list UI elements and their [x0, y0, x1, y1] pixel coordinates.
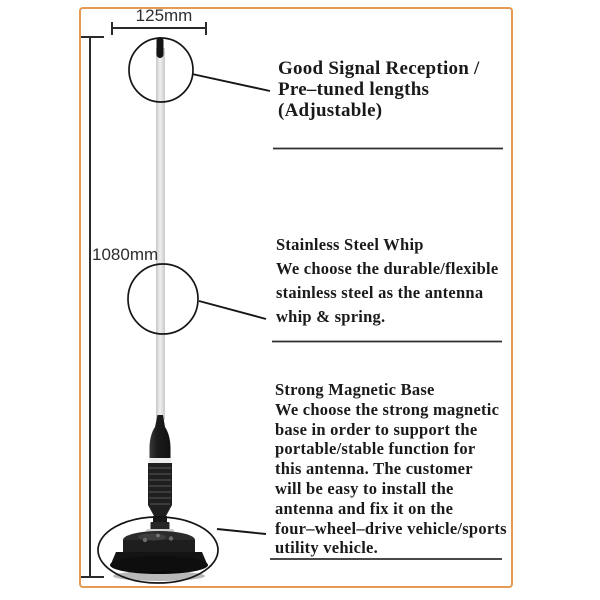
- annotation-line: will be easy to install the: [275, 478, 454, 498]
- annotation-line: base in order to support the: [275, 419, 478, 439]
- annotation-heading: Strong Magnetic Base: [275, 380, 435, 399]
- whip-callout-line: [199, 301, 266, 319]
- annotation-line: We choose the strong magnetic: [275, 399, 500, 419]
- base-shadow: [113, 571, 205, 581]
- annotation-line: Pre–tuned lengths: [278, 79, 430, 100]
- annotation-line: this antenna. The customer: [275, 459, 473, 479]
- annotation-magnetic-base: [275, 380, 507, 558]
- base-screw: [156, 534, 160, 538]
- coil-white-band: [149, 458, 171, 463]
- annotation-line: antenna and fix it on the: [275, 498, 454, 518]
- callouts: [98, 38, 270, 583]
- base-connector: [151, 522, 170, 530]
- base-callout-line: [217, 529, 266, 534]
- base-dome-side: [123, 540, 195, 554]
- tip-callout-line: [192, 74, 270, 91]
- annotation-line: whip & spring.: [276, 307, 386, 326]
- base-screw: [169, 536, 173, 540]
- antenna-whip: [156, 48, 165, 420]
- base-screw: [143, 538, 147, 542]
- coil-body: [148, 463, 172, 516]
- tip-width-label: 125mm: [135, 6, 193, 25]
- annotation-line: stainless steel as the antenna: [276, 283, 484, 302]
- annotation-line: (Adjustable): [278, 100, 383, 121]
- annotation-line: portable/stable function for: [275, 439, 476, 459]
- antenna-tip: [157, 37, 164, 58]
- annotation-line: four–wheel–drive vehicle/sports: [275, 518, 507, 538]
- coil-ribs: [149, 468, 171, 504]
- annotation-signal-reception: [278, 58, 480, 121]
- annotation-line: utility vehicle.: [275, 538, 378, 558]
- annotation-stainless-whip: [276, 233, 498, 329]
- base-highlight: [138, 534, 166, 541]
- height-measurement: [81, 37, 104, 577]
- annotation-line: Good Signal Reception /: [278, 58, 480, 79]
- coil-bullet-housing: [150, 415, 171, 458]
- whip-length-label: 1080mm: [92, 245, 159, 264]
- antenna-magnetic-base: [110, 531, 208, 581]
- annotation-heading: Stainless Steel Whip: [276, 235, 424, 254]
- annotation-line: We choose the durable/flexible: [276, 259, 499, 278]
- antenna-illustration: [110, 37, 208, 581]
